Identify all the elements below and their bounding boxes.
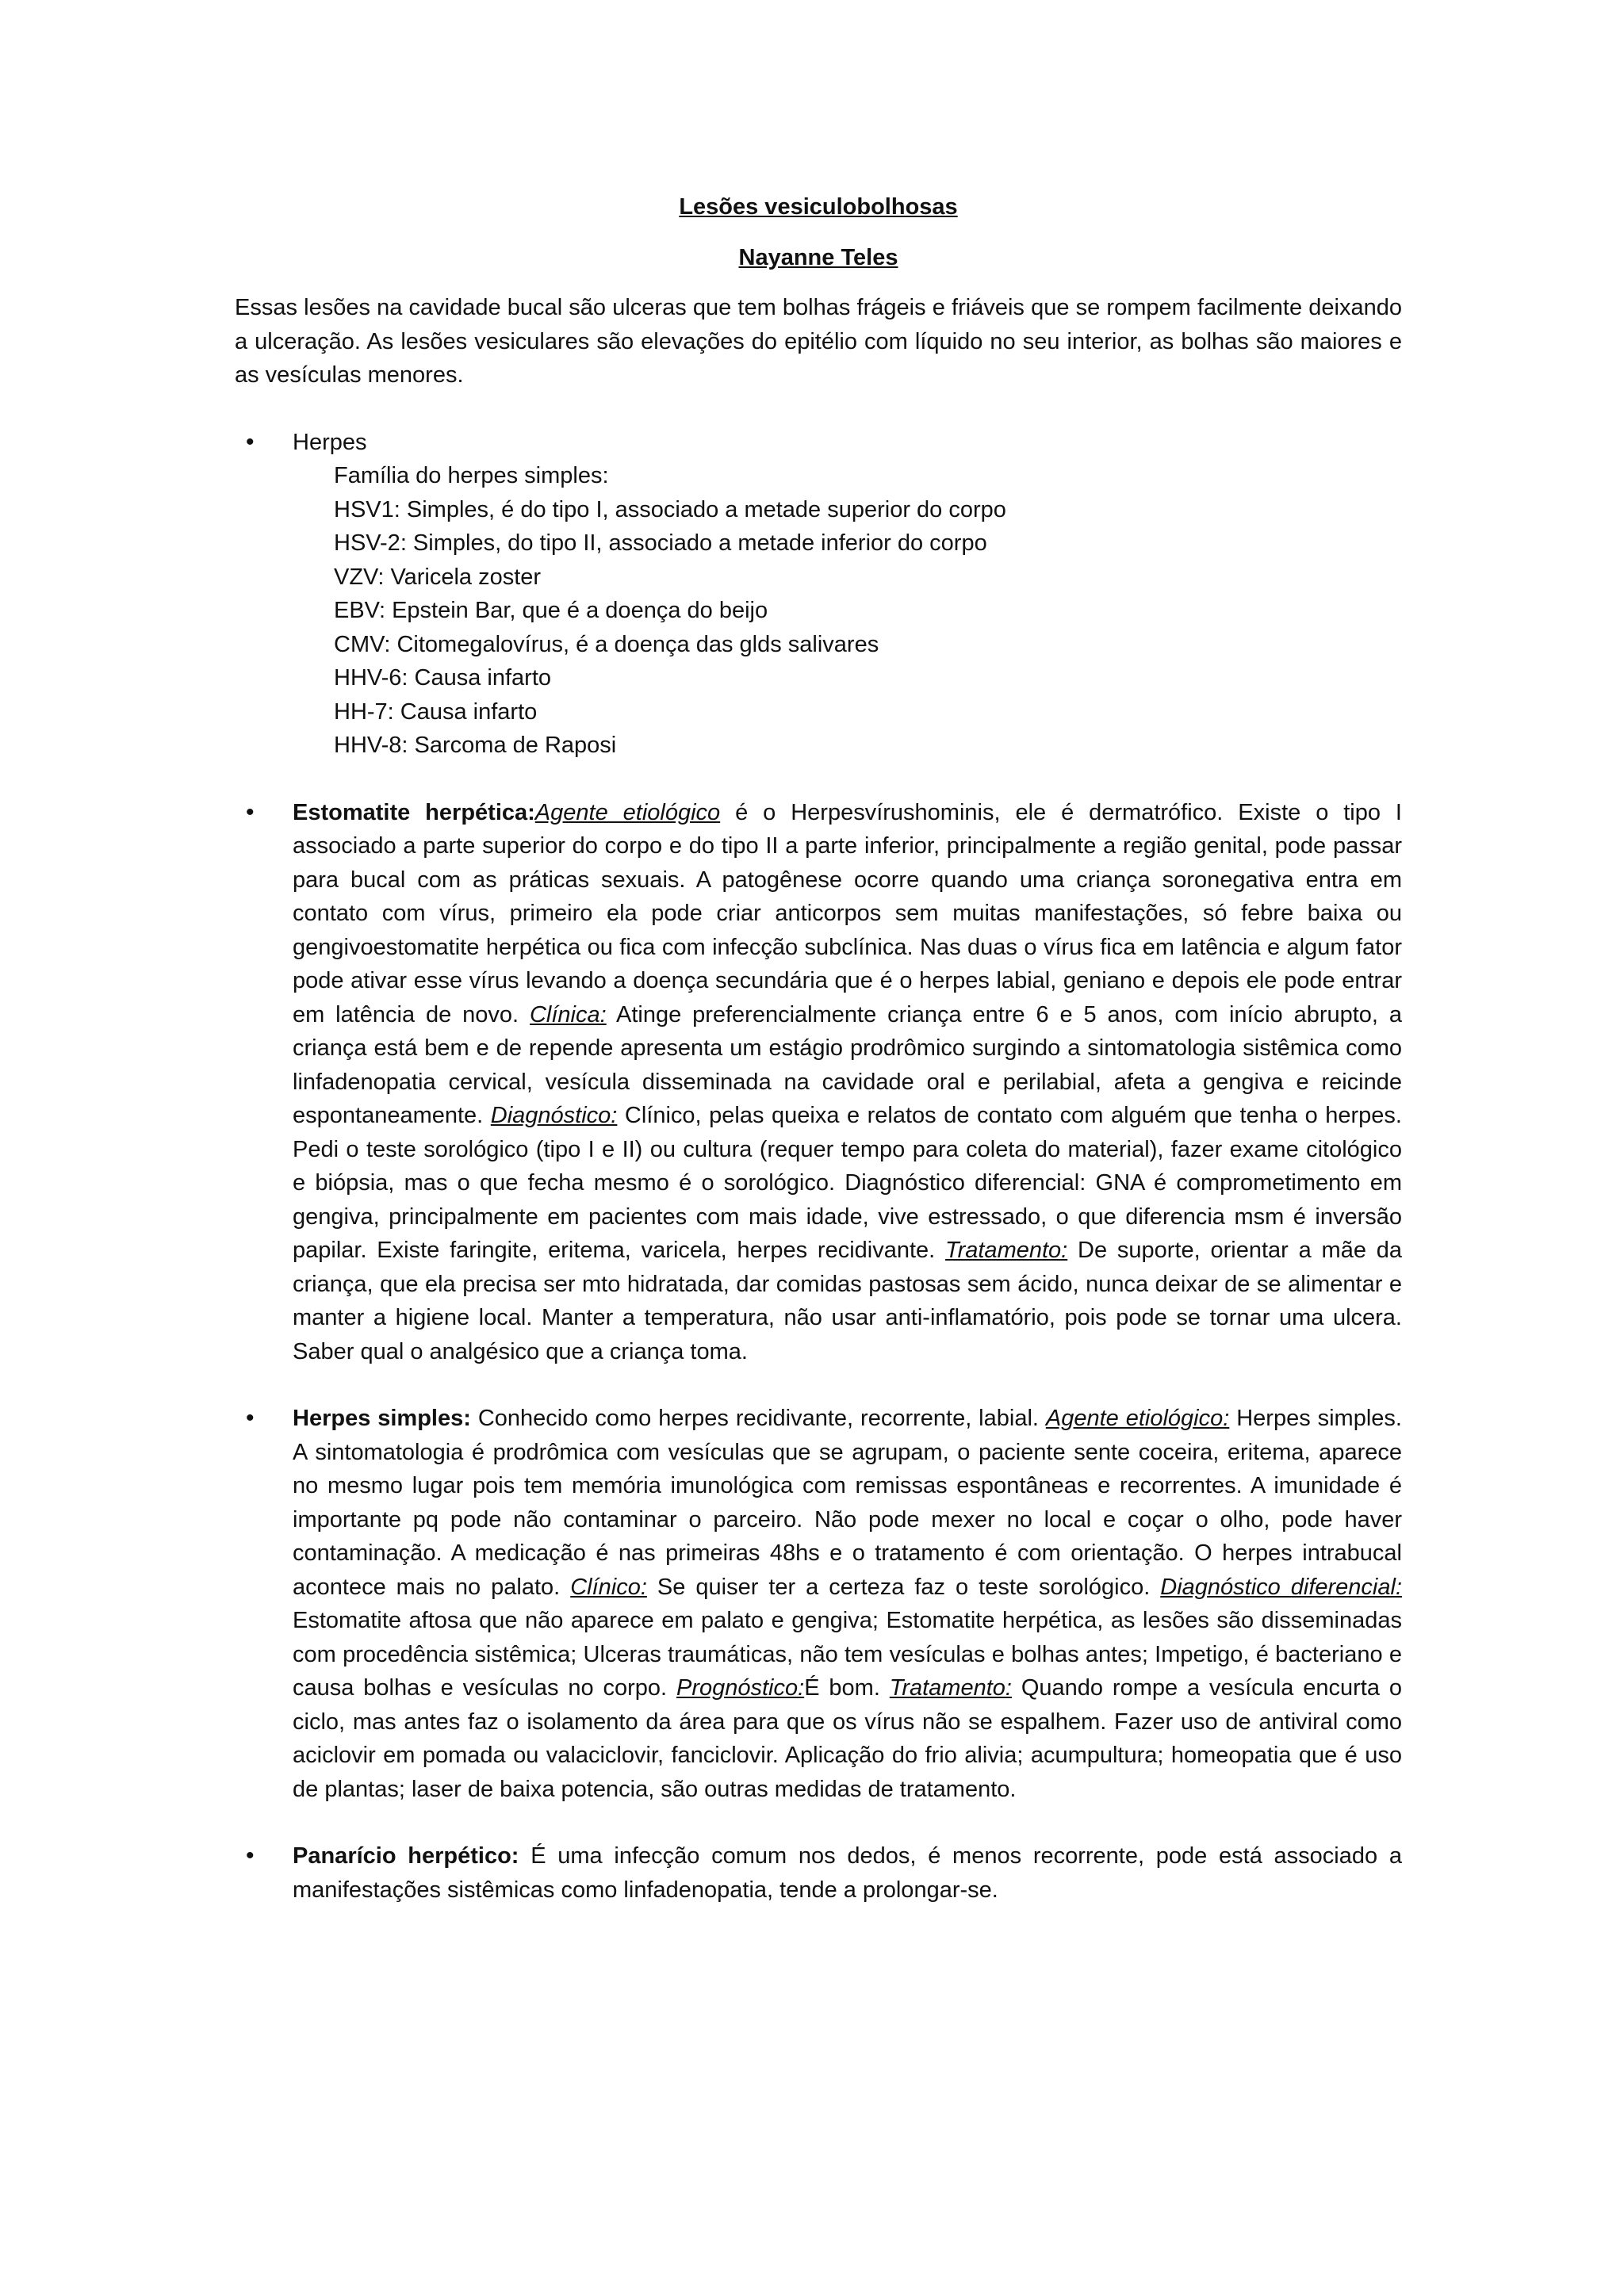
document-content xyxy=(235,190,1402,1940)
clinica-label: Clínica: xyxy=(529,1001,607,1027)
estomatite-text: De suporte, orientar a mãe da criança, que ela precisa ser mto hidratada, dar comidas pastosas sem ácido, nunca deixar de se alimentar e manter a higiene local. Manter a temperatura, não usar anti-inflamatório, pois pode se tornar uma ulcera. Saber qual o analgésico que a criança toma. xyxy=(293,1238,1403,1364)
herpes-simples-text: Conhecido como herpes recidivante, recorrente, labial. xyxy=(470,1406,1046,1431)
herpes-simples-paragraph xyxy=(293,1402,1402,1806)
list-item: HH-7: Causa infarto xyxy=(334,698,538,725)
list-item: VZV: Varicela zoster xyxy=(334,564,542,590)
estomatite-heading: Estomatite herpética: xyxy=(293,799,535,825)
herpes-simples-section xyxy=(235,1402,1402,1806)
herpes-family-list xyxy=(293,459,1402,763)
list-item: EBV: Epstein Bar, que é a doença do beijo xyxy=(334,598,768,623)
herpes-simples-text: É bom. xyxy=(804,1675,890,1701)
agente-label: Agente etiológico: xyxy=(1045,1406,1230,1431)
list-item: HSV-2: Simples, do tipo II, associado a metade inferior do corpo xyxy=(334,530,987,556)
bullet-icon: • xyxy=(246,428,255,455)
herpes-simples-text: Herpes simples. A sintomatologia é prodrômica com vesículas que se agrupam, o paciente sente coceira, eritema, aparece no mesmo lugar pois tem memória imunológica com remissas espontâneas e recorrentes. A imunidade é importante pq pode não contaminar o parceiro. Não pode mexer no local e coçar o olho, pode haver contaminação. A medicação é nas primeiras 48hs e o tratamento é com orientação. O herpes intrabucal acontece mais no palato. xyxy=(293,1406,1402,1600)
intro-paragraph: Essas lesões na cavidade bucal são ulceras que tem bolhas frágeis e friáveis que se rompem facilmente deixando a ulceração. As lesões vesiculares são elevações do epitélio com líquido no seu interior, as bolhas são maiores e as vesículas menores. xyxy=(235,295,1402,388)
clinico-label: Clínico: xyxy=(570,1574,647,1600)
prognostico-label: Prognóstico: xyxy=(676,1675,805,1701)
panaricio-heading: Panarício herpético: xyxy=(293,1843,519,1869)
diagnostico-diferencial-label: Diagnóstico diferencial: xyxy=(1160,1574,1403,1600)
list-item: HHV-8: Sarcoma de Raposi xyxy=(334,733,617,758)
estomatite-text: Atinge preferencialmente criança entre 6 e 5 anos, com início abrupto, a criança está bem e de repende apresenta um estágio prodrômico surgindo a sintomatologia sistêmica como linfadenopatia cervical, vesícula disseminada na cavidade oral e perilabial, afeta a gengiva e reicinde espontaneamente. xyxy=(293,1001,1402,1128)
bullet-icon: • xyxy=(246,798,255,825)
panaricio-section xyxy=(235,1839,1402,1907)
herpes-title: Herpes xyxy=(293,429,367,455)
agente-label: Agente etiológico xyxy=(534,799,721,825)
estomatite-paragraph xyxy=(293,796,1402,1369)
panaricio-text: É uma infecção comum nos dedos, é menos recorrente, pode está associado a manifestações sistêmicas como linfadenopatia, tende a prolongar-se. xyxy=(293,1843,1402,1903)
herpes-simples-heading: Herpes simples: xyxy=(293,1406,471,1431)
herpes-simples-text: Quando rompe a vesícula encurta o ciclo, mas antes faz o isolamento da área para que os vírus não se espalhem. Fazer uso de antiviral como aciclovir em pomada ou valaciclovir, fanciclovir. Aplicação do frio alivia; acumpultura; homeopatia que é uso de plantas; laser de baixa potencia, são outras medidas de tratamento. xyxy=(293,1675,1402,1802)
tratamento-label: Tratamento: xyxy=(889,1675,1012,1701)
document-title: Lesões vesiculobolhosas xyxy=(679,194,958,220)
herpes-simples-text: Se quiser ter a certeza faz o teste sorológico. xyxy=(646,1574,1161,1600)
herpes-simples-text: Estomatite aftosa que não aparece em palato e gengiva; Estomatite herpética, as lesões são disseminadas com procedência sistêmica; Ulceras traumáticas, não tem vesículas e bolhas antes; Impetigo, é bacteriano e causa bolhas e vesículas no corpo. xyxy=(293,1608,1402,1701)
list-item: HHV-6: Causa infarto xyxy=(334,665,552,691)
estomatite-section xyxy=(235,796,1402,1369)
family-heading: Família do herpes simples: xyxy=(334,463,609,488)
estomatite-text: Clínico, pelas queixa e relatos de contato com alguém que tenha o herpes. Pedi o teste sorológico (tipo I e II) ou cultura (requer tempo para coleta do material), fazer exame citológico e biópsia, mas o que fecha mesmo é o sorológico. Diagnóstico diferencial: GNA é comprometimento em gengiva, principalmente em pacientes com mais idade, vive estressado, o que diferencia msm é inversão papilar. Existe faringite, eritema, varicela, herpes recidivante. xyxy=(293,1103,1402,1263)
bullet-icon: • xyxy=(246,1405,255,1431)
estomatite-text: é o Herpesvírushominis, ele é dermatrófico. Existe o tipo I associado a parte superior do corpo e do tipo II a parte inferior, principalmente a região genital, pode passar para bucal com as práticas sexuais. A patogênese ocorre quando uma criança soronegativa entra em contato com vírus, primeiro ela pode criar anticorpos sem muitas manifestações, só febre baixa ou gengivoestomatite herpética ou fica com infecção subclínica. Nas duas o vírus fica em latência e algum fator pode ativar esse vírus levando a doença secundária que é o herpes labial, geniano e depois ele pode entrar em latência de novo. xyxy=(293,799,1402,1027)
diagnostico-label: Diagnóstico: xyxy=(490,1103,618,1128)
list-item: HSV1: Simples, é do tipo I, associado a metade superior do corpo xyxy=(334,496,1006,522)
bullet-icon: • xyxy=(246,1843,255,1869)
herpes-section xyxy=(235,426,1402,763)
tratamento-label: Tratamento: xyxy=(945,1238,1068,1263)
document-author: Nayanne Teles xyxy=(738,244,898,270)
panaricio-paragraph xyxy=(293,1839,1402,1907)
list-item: CMV: Citomegalovírus, é a doença das glds salivares xyxy=(334,631,879,657)
